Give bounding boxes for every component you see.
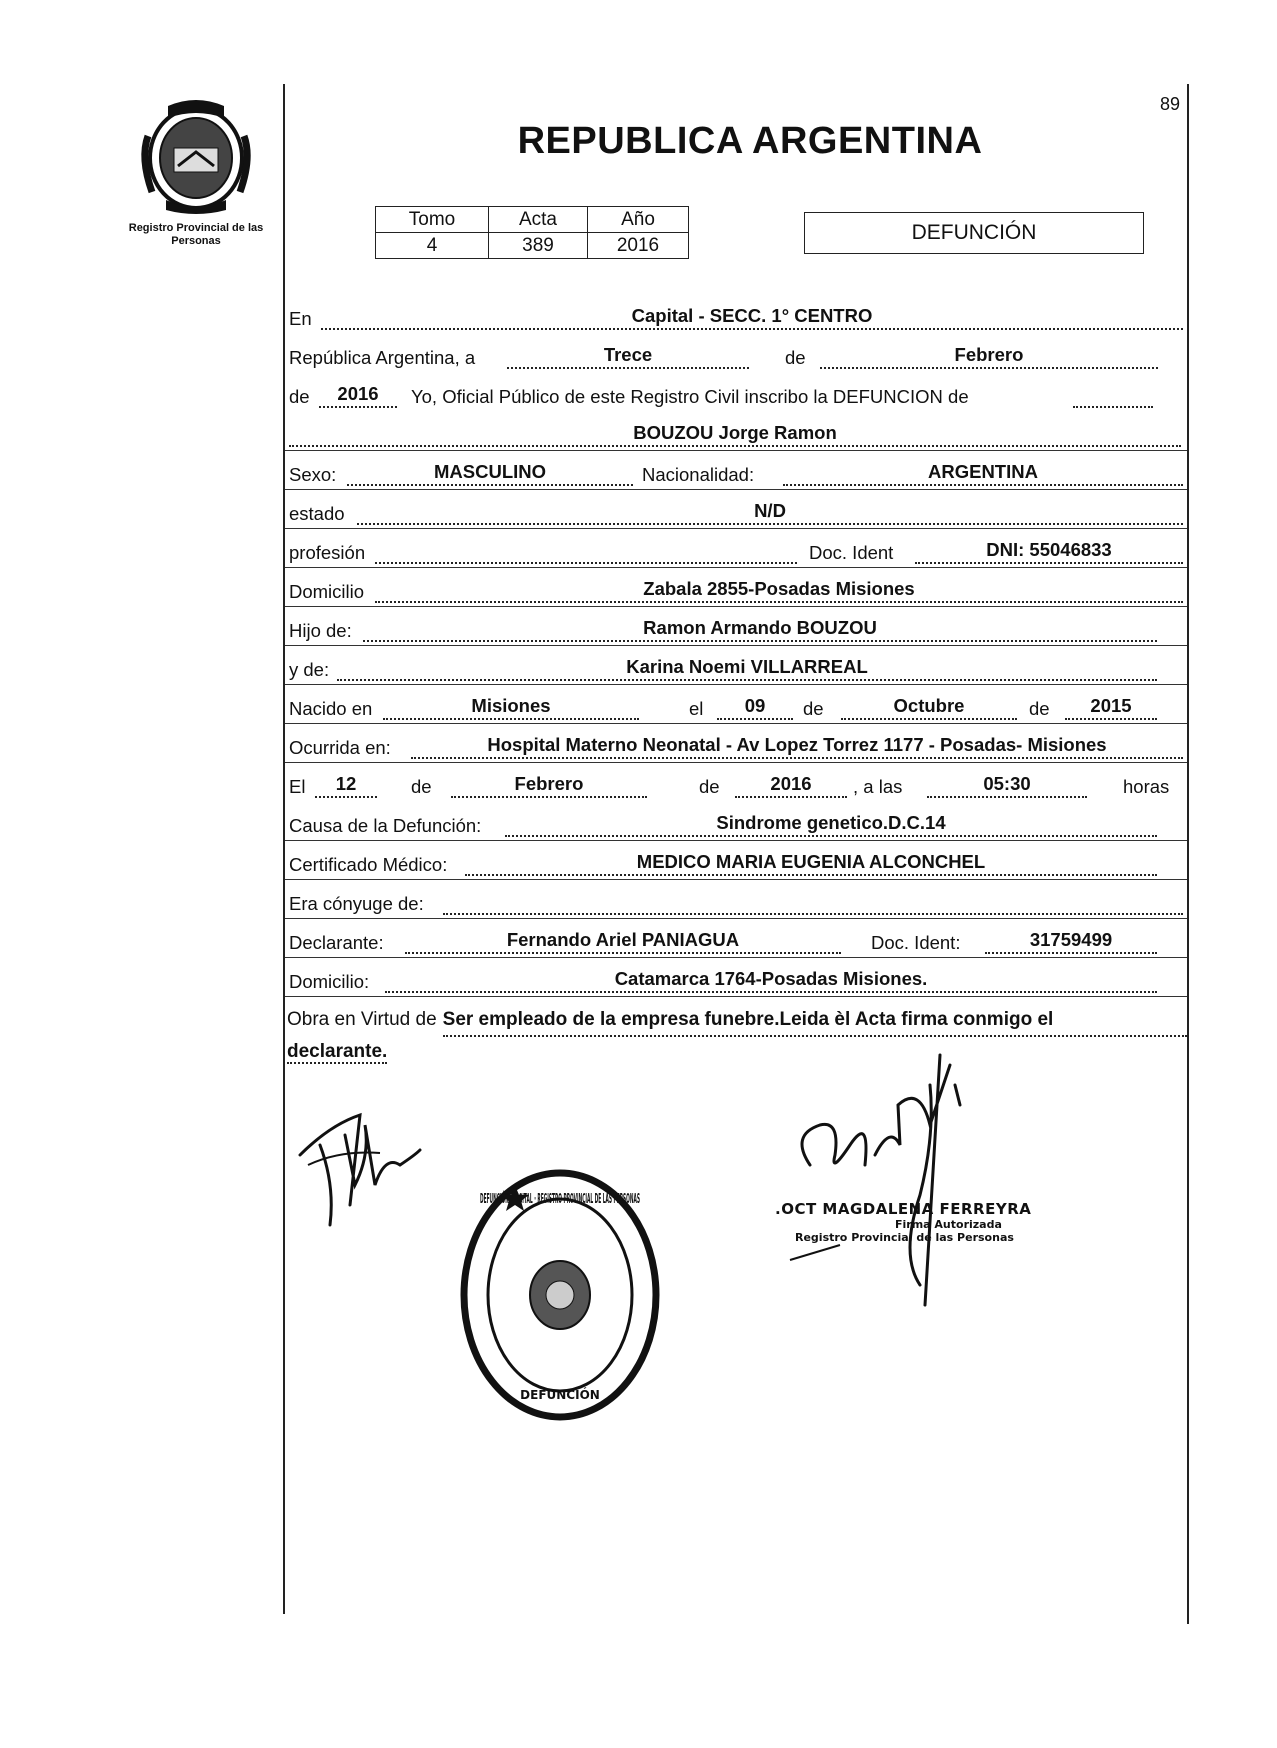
label-nacionalidad: Nacionalidad: <box>642 464 755 485</box>
row-padre <box>287 614 1187 646</box>
row-separator <box>285 567 1187 568</box>
row-anio-inscripcion <box>287 380 1187 412</box>
field-declarante-doc: 31759499 <box>985 928 1157 954</box>
row-separator <box>285 840 1187 841</box>
field-sexo: MASCULINO <box>347 460 633 486</box>
field-nacido-lugar: Misiones <box>383 694 639 720</box>
field-declarante: Fernando Ariel PANIAGUA <box>405 928 841 954</box>
row-profesion-doc <box>287 536 1187 568</box>
label-de-def-anio: de <box>699 776 720 797</box>
row-separator <box>285 489 1187 490</box>
row-separator <box>285 723 1187 724</box>
row-declarante <box>287 926 1187 958</box>
row-separator <box>285 996 1187 997</box>
record-type-box: DEFUNCIÓN <box>804 212 1144 254</box>
document-title: REPUBLICA ARGENTINA <box>517 120 983 162</box>
official-signature <box>780 1045 1020 1305</box>
field-blank <box>1073 382 1153 408</box>
label-de: de <box>785 347 806 368</box>
label-en: En <box>289 308 312 329</box>
field-obra-linea-2: declarante. <box>287 1041 388 1062</box>
row-fecha-defuncion <box>287 770 1187 802</box>
field-doc-ident: DNI: 55046833 <box>915 538 1183 564</box>
left-margin-rule <box>283 84 285 1614</box>
official-name: .OCT MAGDALENA FERREYRA <box>775 1200 1032 1218</box>
row-separator <box>285 450 1187 451</box>
field-nacido-dia: 09 <box>717 694 793 720</box>
row-separator <box>285 879 1187 880</box>
official-role: Firma Autorizada <box>895 1218 1002 1231</box>
label-de-anio: de <box>289 386 310 407</box>
row-madre <box>287 653 1187 685</box>
field-mes: Febrero <box>820 343 1158 369</box>
label-hijo-de: Hijo de: <box>289 620 352 641</box>
label-conyuge: Era cónyuge de: <box>289 893 424 914</box>
logo-caption: Registro Provincial de las Personas <box>128 222 264 247</box>
field-def-mes: Febrero <box>451 772 647 798</box>
row-separator <box>285 918 1187 919</box>
official-org: Registro Provincial de las Personas <box>795 1231 1014 1244</box>
label-de-def-mes: de <box>411 776 432 797</box>
row-causa <box>287 809 1187 841</box>
value-anio: 2016 <box>588 233 689 259</box>
label-sexo: Sexo: <box>289 464 337 485</box>
header-anio: Año <box>588 207 689 233</box>
right-margin-rule <box>1187 84 1189 1624</box>
label-a-las: , a las <box>853 776 903 797</box>
field-nombre-fallecido: BOUZOU Jorge Ramon <box>289 421 1181 447</box>
field-domicilio-declarante: Catamarca 1764-Posadas Misiones. <box>385 967 1157 993</box>
header-acta: Acta <box>489 207 588 233</box>
label-declarante: Declarante: <box>289 932 384 953</box>
label-horas: horas <box>1123 776 1170 797</box>
obra-en-virtud <box>287 1005 1187 1067</box>
row-nacimiento <box>287 692 1187 724</box>
provincial-coat-of-arms-logo <box>138 96 254 214</box>
seal-text: DEFUNCIÓN · DIGITAL · REGISTRO PROVINCIAL DE LAS PERSONAS <box>480 1192 959 1207</box>
field-madre: Karina Noemi VILLARREAL <box>337 655 1157 681</box>
field-obra-linea-1: Ser empleado de la empresa funebre.Leida èl Acta firma conmigo el <box>443 1005 1187 1037</box>
row-conyuge <box>287 887 1187 919</box>
registry-table-values <box>376 233 689 259</box>
registry-table <box>375 206 689 259</box>
field-causa: Sindrome genetico.D.C.14 <box>505 811 1157 837</box>
field-dia: Trece <box>507 343 749 369</box>
field-padre: Ramon Armando BOUZOU <box>363 616 1157 642</box>
field-anio: 2016 <box>319 382 397 408</box>
row-certificado <box>287 848 1187 880</box>
label-nacido-en: Nacido en <box>289 698 373 719</box>
row-estado <box>287 497 1187 529</box>
row-separator <box>285 528 1187 529</box>
label-el: el <box>689 698 704 719</box>
label-ocurrida-en: Ocurrida en: <box>289 737 391 758</box>
value-tomo: 4 <box>376 233 489 259</box>
field-nacido-mes: Octubre <box>841 694 1017 720</box>
row-ocurrida <box>287 731 1187 763</box>
field-def-hora: 05:30 <box>927 772 1087 798</box>
row-domicilio-declarante <box>287 965 1187 997</box>
label-de-nac-anio: de <box>1029 698 1050 719</box>
row-lugar <box>287 302 1187 334</box>
label-domicilio: Domicilio <box>289 581 365 602</box>
label-republica: República Argentina, a <box>289 347 476 368</box>
label-certificado: Certificado Médico: <box>289 854 448 875</box>
field-estado: N/D <box>357 499 1183 525</box>
page-number: 89 <box>1160 94 1181 114</box>
label-causa: Causa de la Defunción: <box>289 815 482 836</box>
field-ocurrida: Hospital Materno Neonatal - Av Lopez Torrez 1177 - Posadas- Misiones <box>411 733 1183 759</box>
field-certificado: MEDICO MARIA EUGENIA ALCONCHEL <box>465 850 1157 876</box>
row-separator <box>285 684 1187 685</box>
field-domicilio: Zabala 2855-Posadas Misiones <box>375 577 1183 603</box>
row-domicilio <box>287 575 1187 607</box>
label-doc-ident: Doc. Ident <box>809 542 894 563</box>
label-doc-ident-declarante: Doc. Ident: <box>871 932 961 953</box>
seal-text-bottom: DEFUNCIÓN <box>520 1388 600 1402</box>
registry-table-header <box>376 207 689 233</box>
declarant-signature <box>290 1095 430 1235</box>
label-profesion: profesión <box>289 542 366 563</box>
inscribo-text: Yo, Oficial Público de este Registro Civil inscribo la DEFUNCION de <box>411 386 969 407</box>
row-fecha-inscripcion <box>287 341 1187 373</box>
field-lugar: Capital - SECC. 1° CENTRO <box>321 304 1183 330</box>
row-separator <box>285 645 1187 646</box>
header-tomo: Tomo <box>376 207 489 233</box>
row-separator <box>285 957 1187 958</box>
row-separator <box>285 762 1187 763</box>
official-name-block <box>775 1200 1065 1244</box>
value-acta: 389 <box>489 233 588 259</box>
label-obra: Obra en Virtud de <box>287 1009 437 1030</box>
field-def-dia: 12 <box>315 772 377 798</box>
row-separator <box>285 606 1187 607</box>
field-conyuge <box>443 889 1183 915</box>
field-profesion <box>375 538 797 564</box>
field-nacionalidad: ARGENTINA <box>783 460 1183 486</box>
label-y-de: y de: <box>289 659 330 680</box>
label-estado: estado <box>289 503 345 524</box>
field-nacido-anio: 2015 <box>1065 694 1157 720</box>
row-sexo-nacionalidad <box>287 458 1187 490</box>
row-nombre <box>287 419 1187 451</box>
label-el-cap: El <box>289 776 306 797</box>
field-def-anio: 2016 <box>735 772 847 798</box>
label-domicilio-declarante: Domicilio: <box>289 971 370 992</box>
label-de-nac-mes: de <box>803 698 824 719</box>
